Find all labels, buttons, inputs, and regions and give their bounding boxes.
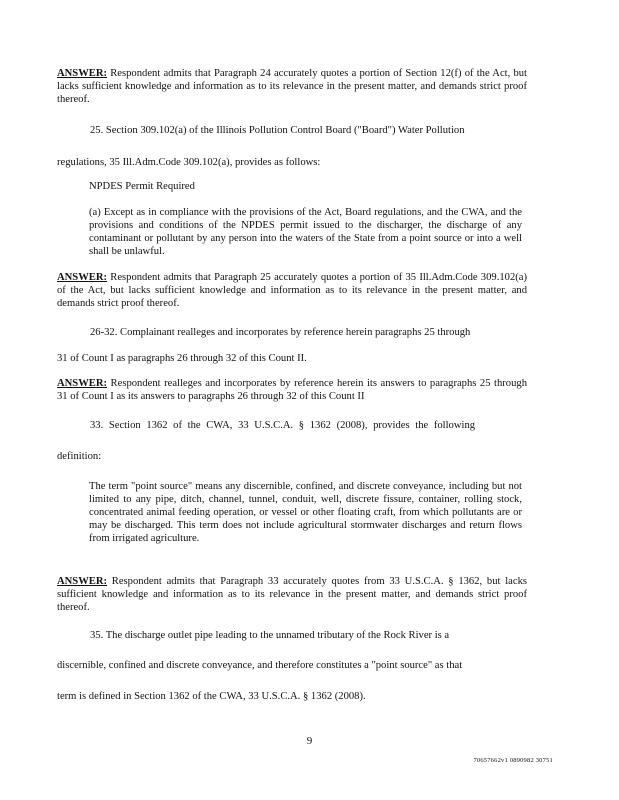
answer-text: Respondent admits that Paragraph 25 accurately quotes a portion of 35 Ill.Adm.Code 309.102(a) of the Act, but lacks sufficient knowledge and information as to its relevance in the present matter, and demands strict proof thereof. bbox=[57, 272, 527, 309]
answer-text: Respondent admits that Paragraph 33 accurately quotes from 33 U.S.C.A. § 1362, but lacks sufficient knowledge and information as to its relevance in the present matter, and demands strict proof thereof. bbox=[57, 576, 527, 613]
paragraph-35-line1: 35. The discharge outlet pipe leading to the unnamed tributary of the Rock River is a bbox=[90, 630, 450, 641]
quote-npdes: (a) Except as in compliance with the provisions of the Act, Board regulations, and the CWA, and the provisions and conditions of the NPDES permit issued to the discharger, the discharge of any contaminant or pollutant by any person into the waters of the State from a point source or into a well shall be unlawful. bbox=[89, 207, 522, 257]
answer-text: Respondent admits that Paragraph 24 accurately quotes a portion of Section 12(f) of the Act, but lacks sufficient knowledge and information as to its relevance in the present matter, and demands strict proof thereof. bbox=[57, 68, 527, 105]
answer-paragraph-25 bbox=[57, 271, 527, 310]
page-number: 9 bbox=[306, 735, 313, 747]
answer-text: Respondent realleges and incorporates by reference herein its answers to paragraphs 25 through 31 of Count I as its answers to paragraphs 26 through 32 of this Count II bbox=[57, 378, 527, 402]
document-id: 70657662v1 0890982 30751 bbox=[473, 757, 553, 764]
answer-label: ANSWER: bbox=[57, 378, 108, 389]
paragraph-33-line1: 33. Section 1362 of the CWA, 33 U.S.C.A. § 1362 (2008), provides the following bbox=[90, 420, 476, 431]
paragraph-33-line2: definition: bbox=[57, 451, 102, 462]
paragraph-26-32-line2: 31 of Count I as paragraphs 26 through 32 of this Count II. bbox=[57, 353, 307, 364]
quote-point-source: The term "point source" means any discernible, confined, and discrete conveyance, including but not limited to any pipe, ditch, channel, tunnel, conduit, well, discrete fissure, container, rolling stock, concentrated animal feeding operation, or vessel or other floating craft, from which pollutants are or may be discharged. This term does not include agricultural stormwater discharges and return flows from irrigated agriculture. bbox=[89, 481, 522, 544]
paragraph-26-32-line1: 26-32. Complainant realleges and incorporates by reference herein paragraphs 25 through bbox=[90, 327, 471, 338]
paragraph-25-line2: regulations, 35 Ill.Adm.Code 309.102(a), provides as follows: bbox=[57, 157, 321, 168]
answer-paragraph-26-32 bbox=[57, 377, 527, 403]
answer-label: ANSWER: bbox=[57, 576, 108, 587]
quote-heading: NPDES Permit Required bbox=[89, 181, 195, 192]
answer-label: ANSWER: bbox=[57, 68, 108, 79]
paragraph-35-line3: term is defined in Section 1362 of the CWA, 33 U.S.C.A. § 1362 (2008). bbox=[57, 691, 366, 702]
answer-paragraph-24 bbox=[57, 67, 527, 106]
answer-paragraph-33 bbox=[57, 575, 527, 614]
paragraph-25-line1: 25. Section 309.102(a) of the Illinois Pollution Control Board ("Board") Water Pollution bbox=[90, 125, 465, 136]
answer-label: ANSWER: bbox=[57, 272, 108, 283]
paragraph-35-line2: discernible, confined and discrete conveyance, and therefore constitutes a "point source" as that bbox=[57, 660, 463, 671]
